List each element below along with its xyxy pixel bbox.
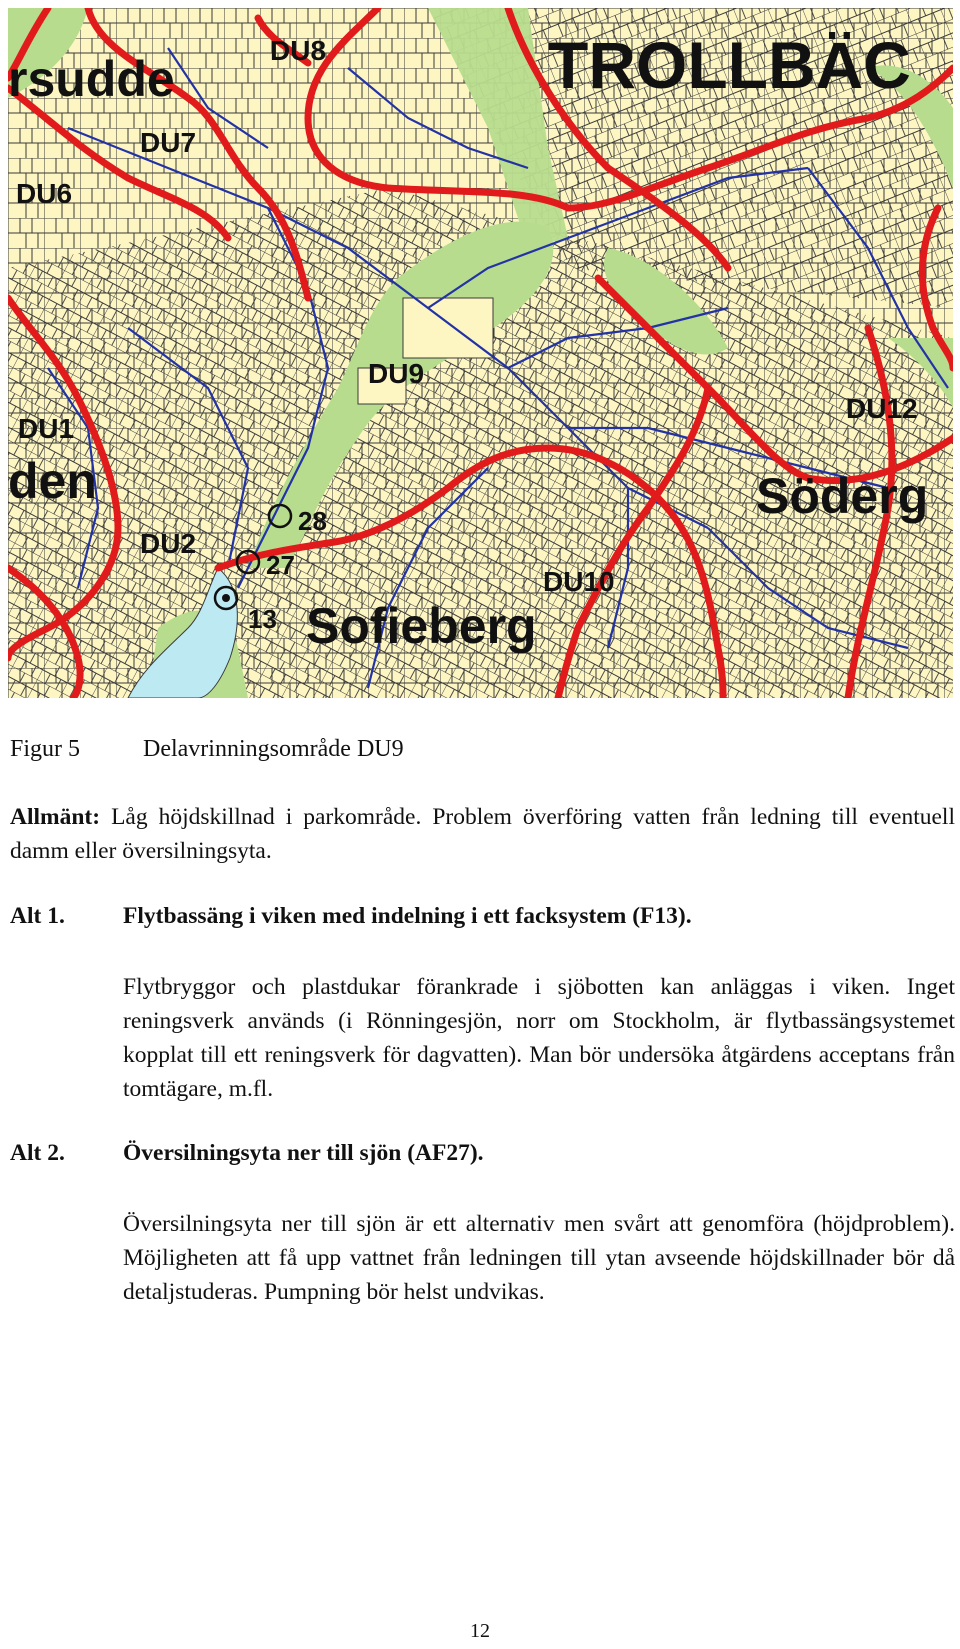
- alt2-title: Översilningsyta ner till sjön (AF27).: [123, 1140, 484, 1166]
- label-du8: DU8: [270, 35, 327, 66]
- alt1-label: Alt 1.: [10, 903, 65, 929]
- figure-caption: [10, 736, 404, 763]
- alt1-body: Flytbryggor och plastdukar förankrade i sjöbotten kan anläggas i viken. Inget reningsverk används (i Rönningesjön, norr om Stockholm, är flytbassängsystemet kopplat till ett reningsverk för dagvatten). Man bör undersöka åtgärdens acceptans från tomtägare, m.fl.: [123, 974, 955, 1102]
- label-soderg: Söderg: [756, 468, 929, 524]
- label-trollbac: TROLLBÄC: [548, 28, 911, 102]
- label-rsudde: rsudde: [8, 51, 175, 107]
- page-number: 12: [470, 1620, 490, 1642]
- alt2-body: Översilningsyta ner till sjön är ett alternativ men svårt att genomföra (höjdproblem). Möjligheten att få upp vattnet från ledningen till ytan avseende höjdskillnader bör då detaljstuderas. Pumpning bör helst undvikas.: [123, 1211, 955, 1305]
- figure-title: Delavrinningsområde DU9: [143, 736, 404, 762]
- general-paragraph: [10, 800, 955, 868]
- label-point-28: 28: [298, 506, 327, 536]
- label-point-13: 13: [248, 604, 277, 634]
- general-text: Låg höjdskillnad i parkområde. Problem överföring vatten från ledning till eventuell damm eller översilningsyta.: [10, 804, 955, 864]
- alt1-title: Flytbassäng i viken med indelning i ett facksystem (F13).: [123, 903, 692, 929]
- label-du6: DU6: [16, 178, 73, 209]
- label-du1: DU1: [18, 413, 75, 444]
- label-point-27: 27: [266, 550, 295, 580]
- map-svg: [8, 8, 953, 698]
- point-13-center-dot: [222, 594, 230, 602]
- label-den: den: [8, 453, 97, 509]
- alt2-label: Alt 2.: [10, 1140, 65, 1166]
- label-du12: DU12: [846, 393, 918, 424]
- label-du7: DU7: [140, 127, 197, 158]
- catchment-map: [8, 8, 953, 698]
- figure-number: Figur 5: [10, 736, 81, 762]
- label-du10: DU10: [543, 566, 615, 597]
- label-sofieberg: Sofieberg: [306, 598, 537, 654]
- label-du2: DU2: [140, 528, 197, 559]
- label-du9: DU9: [368, 358, 425, 389]
- general-label: Allmänt:: [10, 804, 101, 830]
